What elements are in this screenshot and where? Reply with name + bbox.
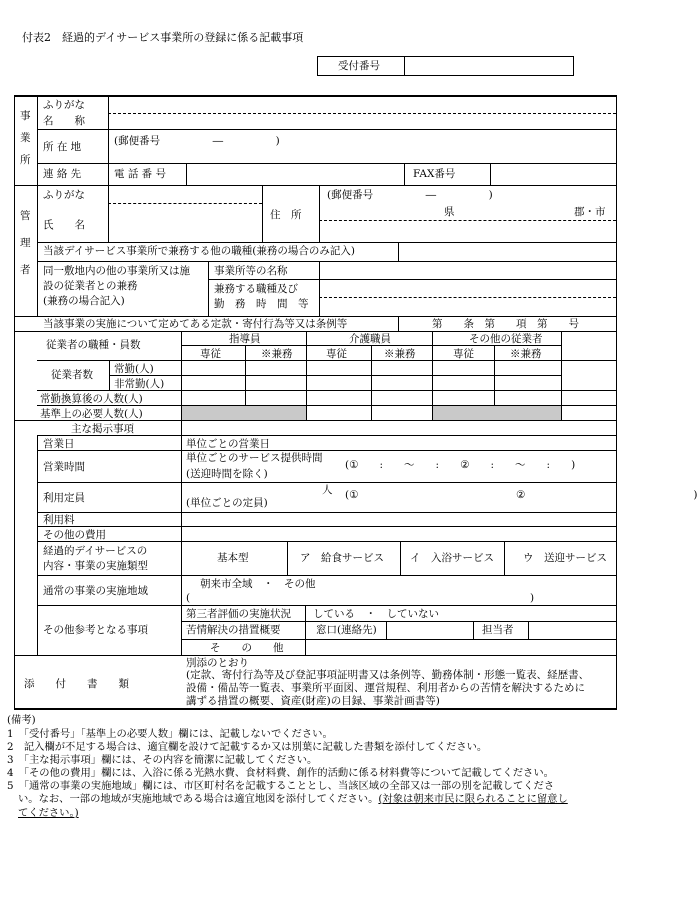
posting-main-label: 主な掲示事項	[71, 423, 134, 435]
facility-name-label: 事業所等の名称	[214, 265, 288, 277]
duty-time-label-1: 兼務する職種及び	[214, 283, 298, 295]
service-type-bath[interactable]: イ 入浴サービス	[410, 552, 494, 564]
staff-parttime-label: 非常勤(人)	[114, 378, 165, 390]
concurrent-other-label-2: 設の従業者との兼務	[43, 280, 138, 292]
complaint-measures-label: 苦情解決の措置概要	[186, 624, 281, 636]
manager-prefecture-label: 県	[444, 206, 455, 218]
third-party-eval-value[interactable]: している ・ していない	[313, 608, 439, 620]
staff-count-label: 従業者数	[51, 369, 93, 381]
office-furigana-label: ふりがな	[43, 99, 85, 111]
capacity-unit: (単位ごとの定員)	[186, 497, 268, 509]
attachments-line-1: 別添のとおり	[186, 657, 249, 669]
note-5: 5 「通常の事業の実施地域」欄には、市区町村名を記載することとし、当該区域の全部又は一部の別を記載してくださ	[7, 780, 555, 792]
attachments-label: 添 付 書 類	[24, 678, 129, 690]
staff-other-full: 専従	[453, 348, 474, 360]
business-hours-unit-1: 単位ごとのサービス提供時間	[186, 452, 323, 464]
office-contact-label: 連 絡 先	[43, 168, 82, 180]
capacity-person-unit: 人	[322, 484, 333, 496]
office-address-label: 所 在 地	[43, 141, 82, 153]
office-tel-label: 電 話 番 号	[114, 168, 167, 180]
service-type-label-2: 内容・事業の実施類型	[43, 560, 148, 572]
staff-fulltime-label: 常勤(人)	[114, 363, 154, 375]
note-2: 2 記入欄が不足する場合は、適宜欄を設けて記載するか又は別葉に記載した書類を添付してください。	[7, 741, 488, 753]
capacity-slots: (① ② )	[345, 489, 698, 501]
service-area-paren-open: (	[186, 592, 191, 604]
business-days-label: 営業日	[43, 438, 75, 450]
business-hours-slots: (① : ～ : ② : ～ : )	[345, 459, 576, 471]
staff-required-label: 基準上の必要人数(人)	[40, 408, 143, 420]
staff-group-instructor: 指導員	[229, 333, 261, 345]
note-1: 1 「受付番号」「基準上の必要人数」欄には、記載しないでください。	[7, 728, 333, 740]
service-area-label: 通常の事業の実施地域	[43, 585, 148, 597]
capacity-label: 利用定員	[43, 492, 85, 504]
notes-title: (備考)	[7, 714, 36, 726]
office-postal-code: (郵便番号 ― )	[114, 135, 280, 147]
reference-items-label: その他参考となる事項	[43, 624, 148, 636]
manager-name-label: 氏 名	[43, 219, 85, 231]
note-5-cont-text: い。なお、一部の地域が実施地域である場合は適宜地図を添付してください。	[18, 793, 379, 805]
office-section-char-2: 業	[20, 132, 31, 144]
manager-section-char-2: 理	[20, 237, 31, 249]
service-type-transport[interactable]: ウ 送迎サービス	[523, 552, 607, 564]
third-party-eval-label: 第三者評価の実施状況	[186, 608, 291, 620]
office-section-char-3: 所	[20, 154, 31, 166]
page-title: 付表2 経過的デイサービス事業所の登録に係る記載事項	[22, 31, 304, 44]
office-fax-label: FAX番号	[413, 168, 456, 180]
note-5-underlined-2: てください。)	[18, 807, 79, 819]
rules-label: 当該事業の実施について定めてある定款・寄付行為等又は条例等	[43, 318, 348, 330]
staff-caregiver-part: ※兼務	[384, 348, 416, 360]
attachments-line-4: 講ずる措置の概要、資産(財産)の目録、事業計画書等)	[186, 695, 440, 707]
staff-group-other: その他の従業者	[469, 333, 543, 345]
business-days-unit: 単位ごとの営業日	[186, 438, 270, 450]
manager-postal-code: (郵便番号 ― )	[327, 189, 493, 201]
service-type-meal[interactable]: ア 給食サービス	[300, 552, 384, 564]
note-5-cont	[18, 794, 568, 804]
manager-city-label: 郡・市	[574, 206, 606, 218]
duty-time-label-2: 勤 務 時 間 等	[214, 298, 309, 310]
service-type-label-1: 経過的デイサービスの	[43, 545, 148, 557]
manager-section-char-3: 者	[20, 264, 31, 276]
concurrent-other-label-3: (兼務の場合記入)	[43, 295, 125, 307]
staff-fte-label: 常勤換算後の人数(人)	[40, 393, 143, 405]
office-section-char-1: 事	[20, 110, 31, 122]
complaint-window-label: 窓口(連絡先)	[316, 624, 377, 636]
concurrent-other-label-1: 同一敷地内の他の事業所又は施	[43, 265, 190, 277]
staff-instructor-full: 専従	[200, 348, 221, 360]
service-type-basic[interactable]: 基本型	[217, 552, 249, 564]
service-area-paren-close: )	[530, 592, 535, 604]
attachments-line-3: 設備・備品等一覧表、事業所平面図、運営規程、利用者からの苦情を解決するために	[186, 682, 585, 694]
receipt-number-label: 受付番号	[338, 60, 380, 72]
note-4: 4 「その他の費用」欄には、入浴に係る光熱水費、食材料費、創作的活動に係る材料費等について記載してください。	[7, 767, 554, 779]
business-hours-unit-2: (送迎時間を除く)	[186, 468, 268, 480]
complaint-person-label: 担当者	[482, 624, 514, 636]
staff-other-part: ※兼務	[510, 348, 542, 360]
fee-label: 利用料	[43, 514, 75, 526]
other-fee-label: その他の費用	[43, 529, 106, 541]
service-area-value: 朝来市全域 ・ その他	[200, 578, 316, 590]
other-items-label: そ の 他	[210, 642, 284, 654]
staff-header-label: 従業者の職種・員数	[46, 339, 141, 351]
note-5-underlined-1: (対象は朝来市民に限られることに留意し	[378, 793, 568, 805]
note-3: 3 「主な掲示事項」欄には、その内容を簡潔に記載してください。	[7, 754, 318, 766]
manager-furigana-label: ふりがな	[43, 189, 85, 201]
attachments-line-2: (定款、寄付行為等及び登記事項証明書又は条例等、勤務体制・形態一覧表、経歴書、	[186, 669, 590, 681]
staff-group-caregiver: 介護職員	[349, 333, 391, 345]
office-name-label: 名 称	[43, 115, 85, 127]
manager-address-label: 住 所	[270, 209, 302, 221]
rules-article: 第 条 第 項 第 号	[432, 318, 579, 330]
concurrent-same-office-label: 当該デイサービス事業所で兼務する他の職種(兼務の場合のみ記入)	[43, 245, 355, 257]
staff-instructor-part: ※兼務	[261, 348, 293, 360]
staff-caregiver-full: 専従	[326, 348, 347, 360]
receipt-number-field[interactable]	[406, 58, 571, 74]
manager-section-char-1: 管	[20, 210, 31, 222]
business-hours-label: 営業時間	[43, 461, 85, 473]
